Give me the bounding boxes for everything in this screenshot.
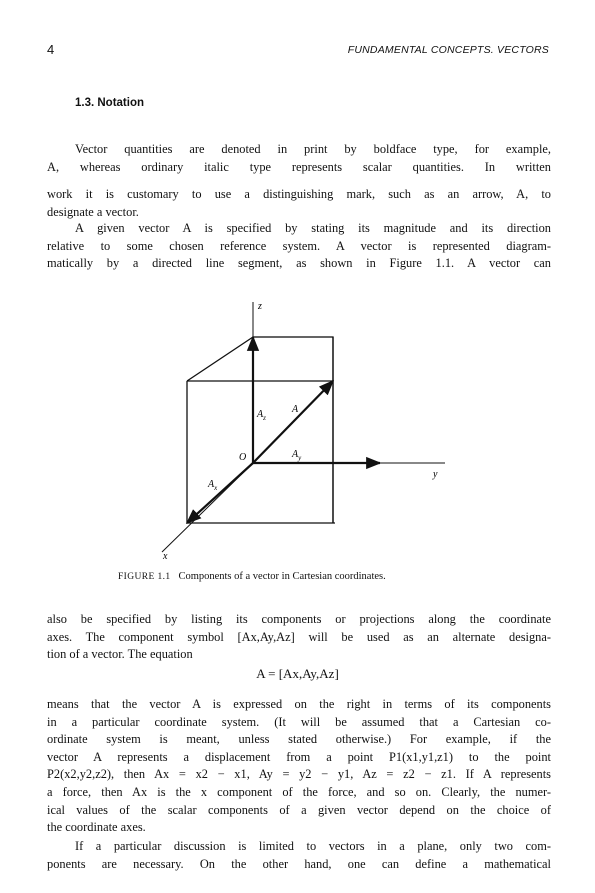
- section-heading: 1.3. Notation: [75, 97, 145, 109]
- text-line: ical values of the scalar components of a given vector depend on the choice of: [47, 802, 551, 817]
- figure-1-1: [150, 297, 450, 570]
- ax-label: $A_x$: [208, 479, 218, 492]
- a-label: A: [292, 404, 299, 415]
- figure-caption: [118, 571, 386, 582]
- paragraph-2: [47, 220, 551, 273]
- text-line: relative to some chosen reference system. A vector is represented diagram-: [47, 238, 551, 253]
- text-line: designate a vector.: [47, 204, 139, 219]
- text-line: also be specified by listing its components or projections along the coordinate: [47, 612, 551, 626]
- page-number: 4: [47, 42, 55, 57]
- az-label: $A_z$: [257, 409, 266, 422]
- cube-edge: [187, 337, 253, 381]
- x-label: x: [163, 551, 168, 562]
- paragraph-4: [47, 696, 551, 837]
- text-line: P2(x2,y2,z2), then Ax = x2 − x1, Ay = y2 − y1, Az = z2 − z1. If A represents: [47, 767, 551, 782]
- z-label: z: [258, 301, 262, 312]
- text-line: the coordinate axes.: [47, 820, 146, 835]
- text-line: ordinate system is meant, unless stated otherwise.) For example, if the: [47, 732, 551, 747]
- text-line: If a particular discussion is limited to vectors in a plane, only two com-: [75, 839, 551, 853]
- text-line: a force, then Ax is the x component of the force, and so on. Clearly, the numer-: [47, 784, 551, 799]
- ay-label: $A_y$: [292, 449, 302, 462]
- text-line: work it is customary to use a distinguishing mark, such as an arrow, A, to: [47, 187, 551, 202]
- ax-vector: [187, 463, 253, 523]
- text-line: matically by a directed line segment, as shown in Figure 1.1. A vector can: [47, 256, 551, 271]
- text-line: A given vector A is specified by stating its magnitude and its direction: [75, 221, 551, 235]
- running-title: FUNDAMENTAL CONCEPTS. VECTORS: [347, 44, 549, 56]
- equation: A = [Ax,Ay,Az]: [256, 666, 339, 681]
- text-line: in a particular coordinate system. (It will be assumed that a Cartesian co-: [47, 714, 551, 729]
- text-line: tion of a vector. The equation: [47, 647, 193, 662]
- text-line: axes. The component symbol [Ax,Ay,Az] will be used as an alternate designa-: [47, 629, 551, 644]
- paragraph-3: [47, 611, 551, 664]
- cube-back-face: [253, 337, 333, 463]
- text-line: Vector quantities are denoted in print by boldface type, for example,: [75, 142, 551, 156]
- caption-text: Components of a vector in Cartesian coordinates.: [178, 571, 386, 582]
- text-line: means that the vector A is expressed on the right in terms of its components: [47, 697, 551, 711]
- paragraph-1: [47, 141, 551, 221]
- text-line: ponents are necessary. On the other hand, one can define a mathematical: [47, 856, 551, 871]
- vector-diagram: [150, 297, 450, 565]
- text-line: vector A represents a displacement from a point P1(x1,y1,z1) to the point: [47, 749, 551, 764]
- text-line: A, whereas ordinary italic type represents scalar quantities. In written: [47, 159, 551, 174]
- paragraph-5: [47, 838, 551, 873]
- origin-label: O: [239, 452, 247, 463]
- caption-label: FIGURE 1.1: [118, 572, 171, 582]
- y-label: y: [433, 469, 438, 480]
